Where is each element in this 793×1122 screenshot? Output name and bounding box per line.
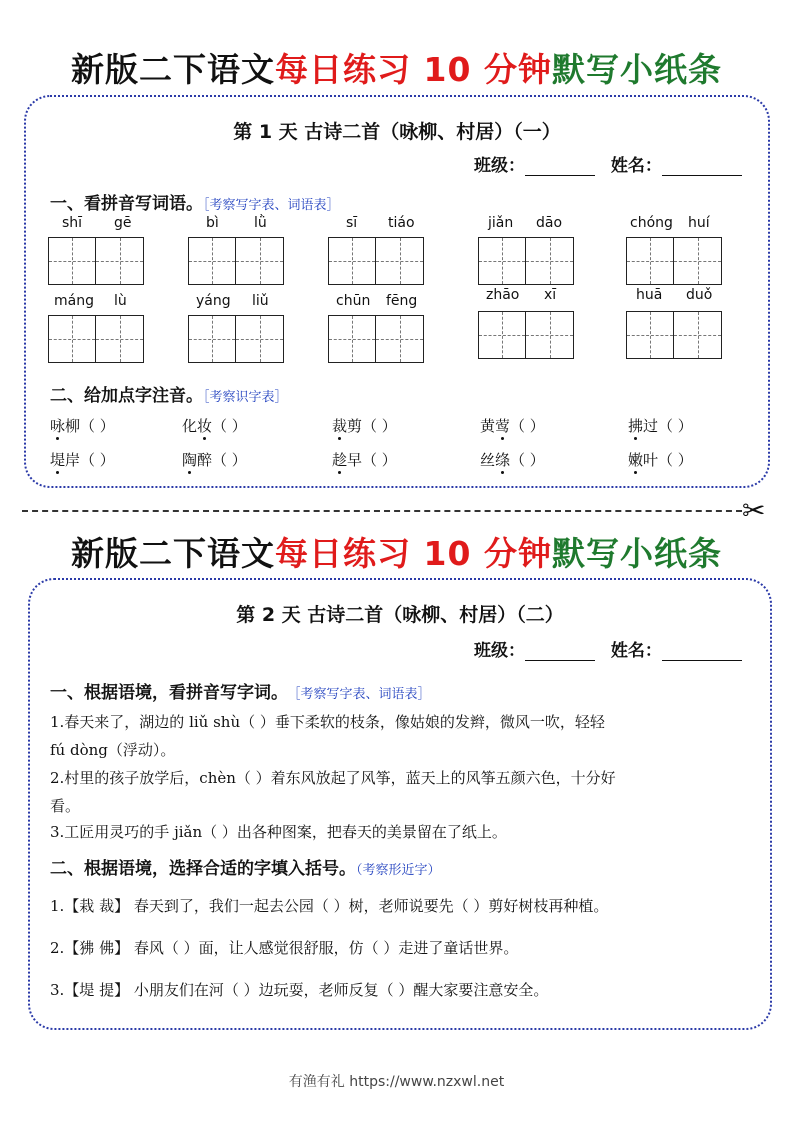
class-blank[interactable] [525, 157, 595, 176]
writing-box[interactable] [626, 311, 674, 359]
pinyin-2: xī [544, 287, 557, 303]
zhuyin-item [50, 415, 115, 436]
pinyin-1: chóng [630, 215, 673, 231]
writing-box[interactable] [478, 237, 526, 285]
banner-part-3: 默写小纸条 [551, 534, 722, 573]
choice-question-1: 1.【栽 裁】 春天到了，我们一起去公园（ ）树，老师说要先（ ）剪好树枝再种植。 [50, 897, 609, 915]
zhuyin-blank[interactable]: （ ） [212, 417, 247, 435]
choice-question-2: 2.【狒 佛】 春风（ ）面，让人感觉很舒服，仿（ ）走进了童话世界。 [50, 939, 519, 957]
pinyin-1: jiǎn [488, 215, 514, 231]
name-blank[interactable] [662, 642, 742, 661]
pinyin-2: duǒ [686, 287, 713, 303]
question-2-line-2: 看。 [50, 797, 81, 815]
class-label: 班级： [474, 156, 525, 176]
zhuyin-item [628, 449, 693, 470]
zhuyin-char: 剪 [347, 417, 363, 435]
card1-section1-heading [50, 189, 340, 214]
section2-note: ［考察识字表］ [203, 390, 288, 405]
pinyin-item [188, 293, 288, 368]
zhuyin-item [50, 449, 115, 470]
banner-part-2: 每日练习 10 分钟 [275, 50, 552, 89]
writing-box[interactable] [674, 237, 722, 285]
zhuyin-blank[interactable]: （ ） [658, 451, 693, 469]
banner-part-1: 新版二下语文 [71, 50, 276, 89]
pinyin-1: yáng [196, 293, 231, 309]
pinyin-item [626, 287, 726, 362]
pinyin-item [48, 293, 148, 368]
question-2-line-1: 2.村里的孩子放学后，chèn（ ）着东风放起了风筝，蓝天上的风筝五颜六色，十分好 [50, 769, 616, 787]
card1-section2-heading [50, 381, 288, 406]
zhuyin-blank[interactable]: （ ） [510, 451, 545, 469]
card2-section2-heading [50, 854, 441, 879]
pinyin-1: shī [62, 215, 83, 231]
writing-box[interactable] [188, 237, 236, 285]
section1-note: ［考察写字表、词语表］ [294, 687, 431, 702]
pinyin-item [478, 287, 578, 362]
writing-box[interactable] [626, 237, 674, 285]
name-label: 姓名： [610, 156, 662, 176]
pinyin-1: chūn [336, 293, 371, 309]
worksheet-card-day1 [24, 95, 770, 488]
section1-label: 一、根据语境，看拼音写字词。 [50, 683, 288, 703]
writing-box[interactable] [96, 315, 144, 363]
zhuyin-char: 早 [347, 451, 363, 469]
zhuyin-char-marked: 裁 [332, 417, 348, 435]
zhuyin-char-marked: 陶 [182, 451, 198, 469]
zhuyin-char-marked: 绦 [495, 451, 511, 469]
pinyin-2: huí [688, 215, 710, 231]
question-3: 3.工匠用灵巧的手 jiǎn（ ）出各种图案，把春天的美景留在了纸上。 [50, 823, 507, 841]
pinyin-item [188, 215, 288, 290]
banner-part-2: 每日练习 10 分钟 [275, 534, 552, 573]
writing-box[interactable] [376, 237, 424, 285]
card2-title: 第 2 天 古诗二首（咏柳、村居）（二） [236, 604, 564, 626]
writing-box[interactable] [48, 315, 96, 363]
zhuyin-char: 化 [182, 417, 198, 435]
banner-top [0, 44, 793, 91]
zhuyin-char-marked: 嫩 [628, 451, 644, 469]
zhuyin-item [182, 449, 247, 470]
writing-box[interactable] [376, 315, 424, 363]
pinyin-item [328, 293, 428, 368]
section2-note: （考察形近字） [356, 863, 441, 878]
zhuyin-char-marked: 妆 [197, 417, 213, 435]
choice-question-3: 3.【堤 提】 小朋友们在河（ ）边玩耍，老师反复（ ）醒大家要注意安全。 [50, 981, 549, 999]
zhuyin-item [628, 415, 693, 436]
writing-box[interactable] [236, 237, 284, 285]
pinyin-2: tiáo [388, 215, 415, 231]
writing-box[interactable] [478, 311, 526, 359]
pinyin-2: liǔ [252, 293, 269, 309]
writing-box[interactable] [674, 311, 722, 359]
pinyin-2: dāo [536, 215, 563, 231]
question-2 [50, 766, 762, 818]
banner-part-1: 新版二下语文 [71, 534, 276, 573]
class-label: 班级： [474, 641, 525, 661]
zhuyin-char-marked: 趁 [332, 451, 348, 469]
zhuyin-item [480, 415, 545, 436]
zhuyin-char: 黄 [480, 417, 496, 435]
zhuyin-blank[interactable]: （ ） [510, 417, 545, 435]
zhuyin-item [332, 415, 397, 436]
card1-title: 第 1 天 古诗二首（咏柳、村居）（一） [233, 121, 561, 143]
section2-label: 二、根据语境，选择合适的字填入括号。 [50, 859, 356, 879]
card1-class-name-row [474, 151, 742, 176]
banner-bottom [0, 528, 793, 575]
zhuyin-char: 柳 [65, 417, 81, 435]
name-label: 姓名： [610, 641, 662, 661]
zhuyin-char: 过 [643, 417, 659, 435]
writing-box[interactable] [526, 237, 574, 285]
zhuyin-char-marked: 拂 [628, 417, 644, 435]
writing-box[interactable] [328, 237, 376, 285]
section1-note: ［考察写字表、词语表］ [203, 198, 340, 213]
zhuyin-blank[interactable]: （ ） [80, 417, 115, 435]
banner-part-3: 默写小纸条 [551, 50, 722, 89]
pinyin-2: fēng [386, 293, 418, 309]
card2-section1-heading [50, 678, 431, 703]
zhuyin-blank[interactable]: （ ） [80, 451, 115, 469]
section1-label: 一、看拼音写词语。 [50, 194, 203, 214]
pinyin-item [626, 215, 726, 290]
writing-box[interactable] [188, 315, 236, 363]
pinyin-item [328, 215, 428, 290]
zhuyin-item [332, 449, 397, 470]
pinyin-2: lù [114, 293, 127, 309]
question-1 [50, 710, 762, 762]
zhuyin-blank[interactable]: （ ） [362, 451, 397, 469]
zhuyin-blank[interactable]: （ ） [362, 417, 397, 435]
pinyin-1: sī [346, 215, 358, 231]
zhuyin-char-marked: 咏 [50, 417, 66, 435]
pinyin-1: bì [206, 215, 219, 231]
zhuyin-char: 岸 [65, 451, 81, 469]
writing-box[interactable] [526, 311, 574, 359]
writing-box[interactable] [328, 315, 376, 363]
class-blank[interactable] [525, 642, 595, 661]
writing-box[interactable] [236, 315, 284, 363]
scissors-icon: ✂ [742, 494, 766, 527]
cut-line [22, 510, 742, 512]
zhuyin-blank[interactable]: （ ） [212, 451, 247, 469]
question-1-line-1: 1.春天来了，湖边的 liǔ shù（ ）垂下柔软的枝条，像姑娘的发辫，微风一吹，轻轻 [50, 713, 605, 731]
card2-class-name-row [474, 636, 742, 661]
writing-box[interactable] [48, 237, 96, 285]
name-blank[interactable] [662, 157, 742, 176]
question-1-line-2: fú dòng（浮动）。 [50, 741, 176, 759]
zhuyin-blank[interactable]: （ ） [658, 417, 693, 435]
pinyin-1: zhāo [486, 287, 520, 303]
zhuyin-char: 醉 [197, 451, 213, 469]
pinyin-2: lǜ [254, 215, 267, 231]
worksheet-card-day2 [28, 578, 772, 1030]
zhuyin-char: 叶 [643, 451, 659, 469]
section2-label: 二、给加点字注音。 [50, 386, 203, 406]
zhuyin-item [480, 449, 545, 470]
pinyin-2: gē [114, 215, 132, 231]
pinyin-1: huā [636, 287, 663, 303]
pinyin-1: máng [54, 293, 94, 309]
zhuyin-char-marked: 堤 [50, 451, 66, 469]
writing-box[interactable] [96, 237, 144, 285]
zhuyin-char-marked: 莺 [495, 417, 511, 435]
zhuyin-item [182, 415, 247, 436]
footer-watermark: 有渔有礼 https://www.nzxwl.net [288, 1074, 505, 1090]
zhuyin-char: 丝 [480, 451, 496, 469]
pinyin-item [48, 215, 148, 290]
pinyin-item [478, 215, 578, 290]
